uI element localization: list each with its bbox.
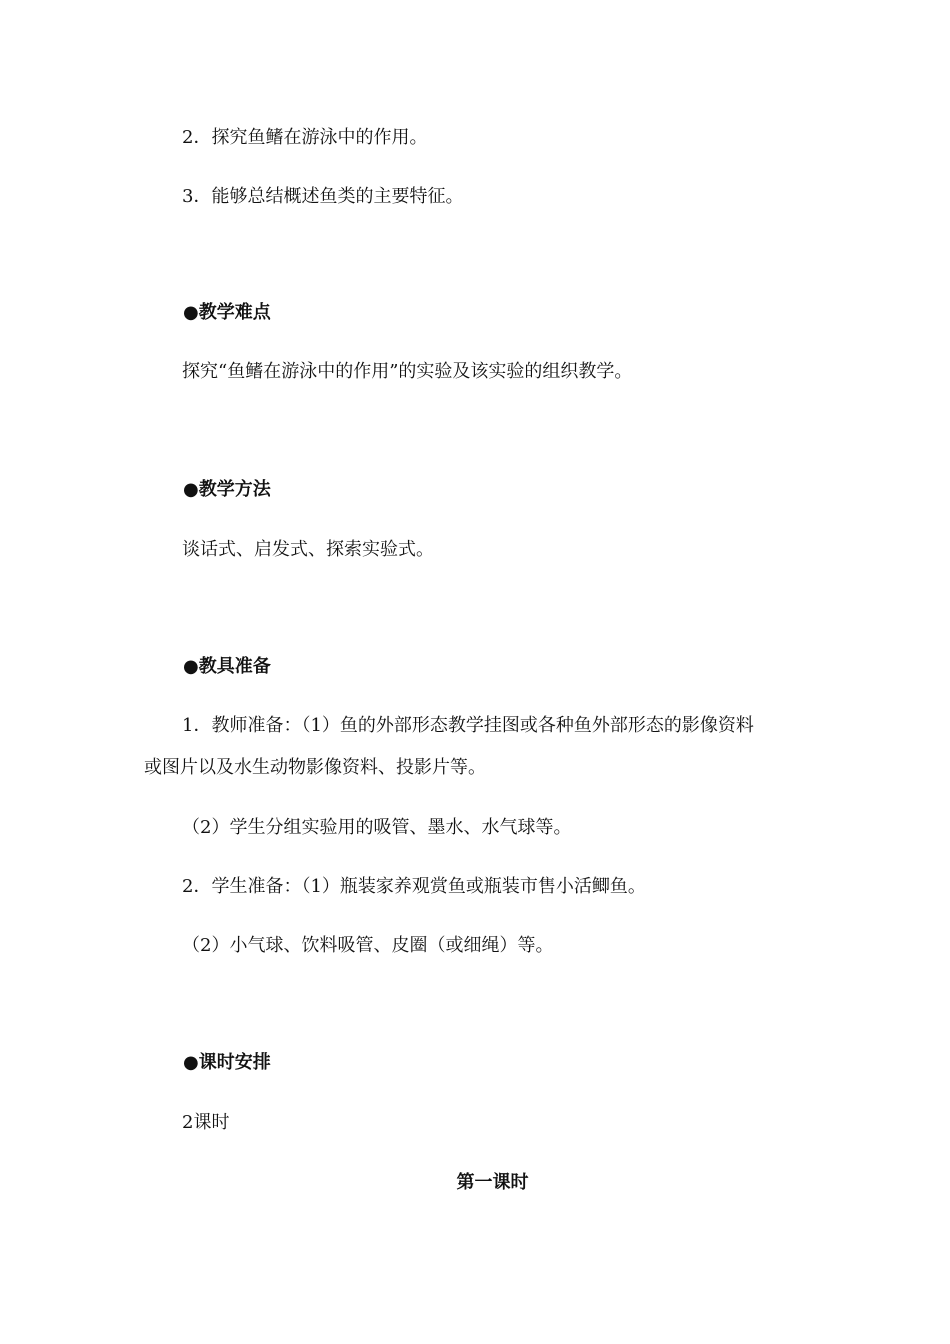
lesson-title: 第一课时 (456, 1172, 529, 1193)
tools-teacher-line-1: 1．教师准备：（1）鱼的外部形态教学挂图或各种鱼外部形态的影像资料 (182, 715, 754, 736)
schedule-text: 2课时 (182, 1112, 230, 1133)
difficulty-heading: ●教学难点 (183, 302, 271, 323)
objective-3-text: 3．能够总结概述鱼类的主要特征。 (182, 186, 464, 207)
tools-teacher-line-2: 或图片以及水生动物影像资料、投影片等。 (144, 757, 486, 778)
schedule-heading: ●课时安排 (183, 1052, 271, 1073)
tools-student-item-2: （2）小气球、饮料吸管、皮圈（或细绳）等。 (182, 935, 554, 956)
difficulty-text: 探究“鱼鳍在游泳中的作用”的实验及该实验的组织教学。 (182, 361, 633, 382)
tools-student-line-1: 2．学生准备：（1）瓶装家养观赏鱼或瓶装市售小活鲫鱼。 (182, 876, 646, 897)
objective-2-text: 2．探究鱼鳍在游泳中的作用。 (182, 127, 428, 148)
tools-teacher-item-2: （2）学生分组实验用的吸管、墨水、水气球等。 (182, 817, 572, 838)
method-text: 谈话式、启发式、探索实验式。 (182, 539, 434, 560)
tools-heading: ●教具准备 (183, 656, 271, 677)
method-heading: ●教学方法 (183, 479, 271, 500)
